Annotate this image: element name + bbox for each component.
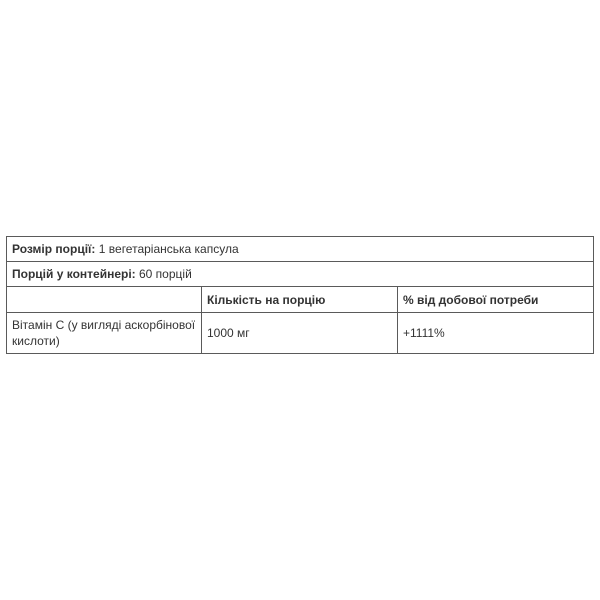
column-header-amount: Кількість на порцію [202,287,398,313]
table-row [7,313,594,354]
nutrient-name-cell: Вітамін С (у вигляді аскорбінової кислоти) [7,313,202,354]
nutrient-daily-value-cell: +1111% [398,313,594,354]
nutrient-amount-cell: 1000 мг [202,313,398,354]
serving-size-label: Розмір порції: [12,242,96,256]
serving-size-cell [7,237,594,262]
supplement-facts-table [6,236,594,354]
servings-per-container-value: 60 порцій [139,267,192,281]
column-header-name [7,287,202,313]
servings-per-container-cell [7,262,594,287]
serving-size-row [7,237,594,262]
servings-per-container-row [7,262,594,287]
servings-per-container-label: Порцій у контейнері: [12,267,136,281]
column-header-daily-value: % від добової потреби [398,287,594,313]
table-header-row [7,287,594,313]
serving-size-value: 1 вегетаріанська капсула [98,242,239,256]
